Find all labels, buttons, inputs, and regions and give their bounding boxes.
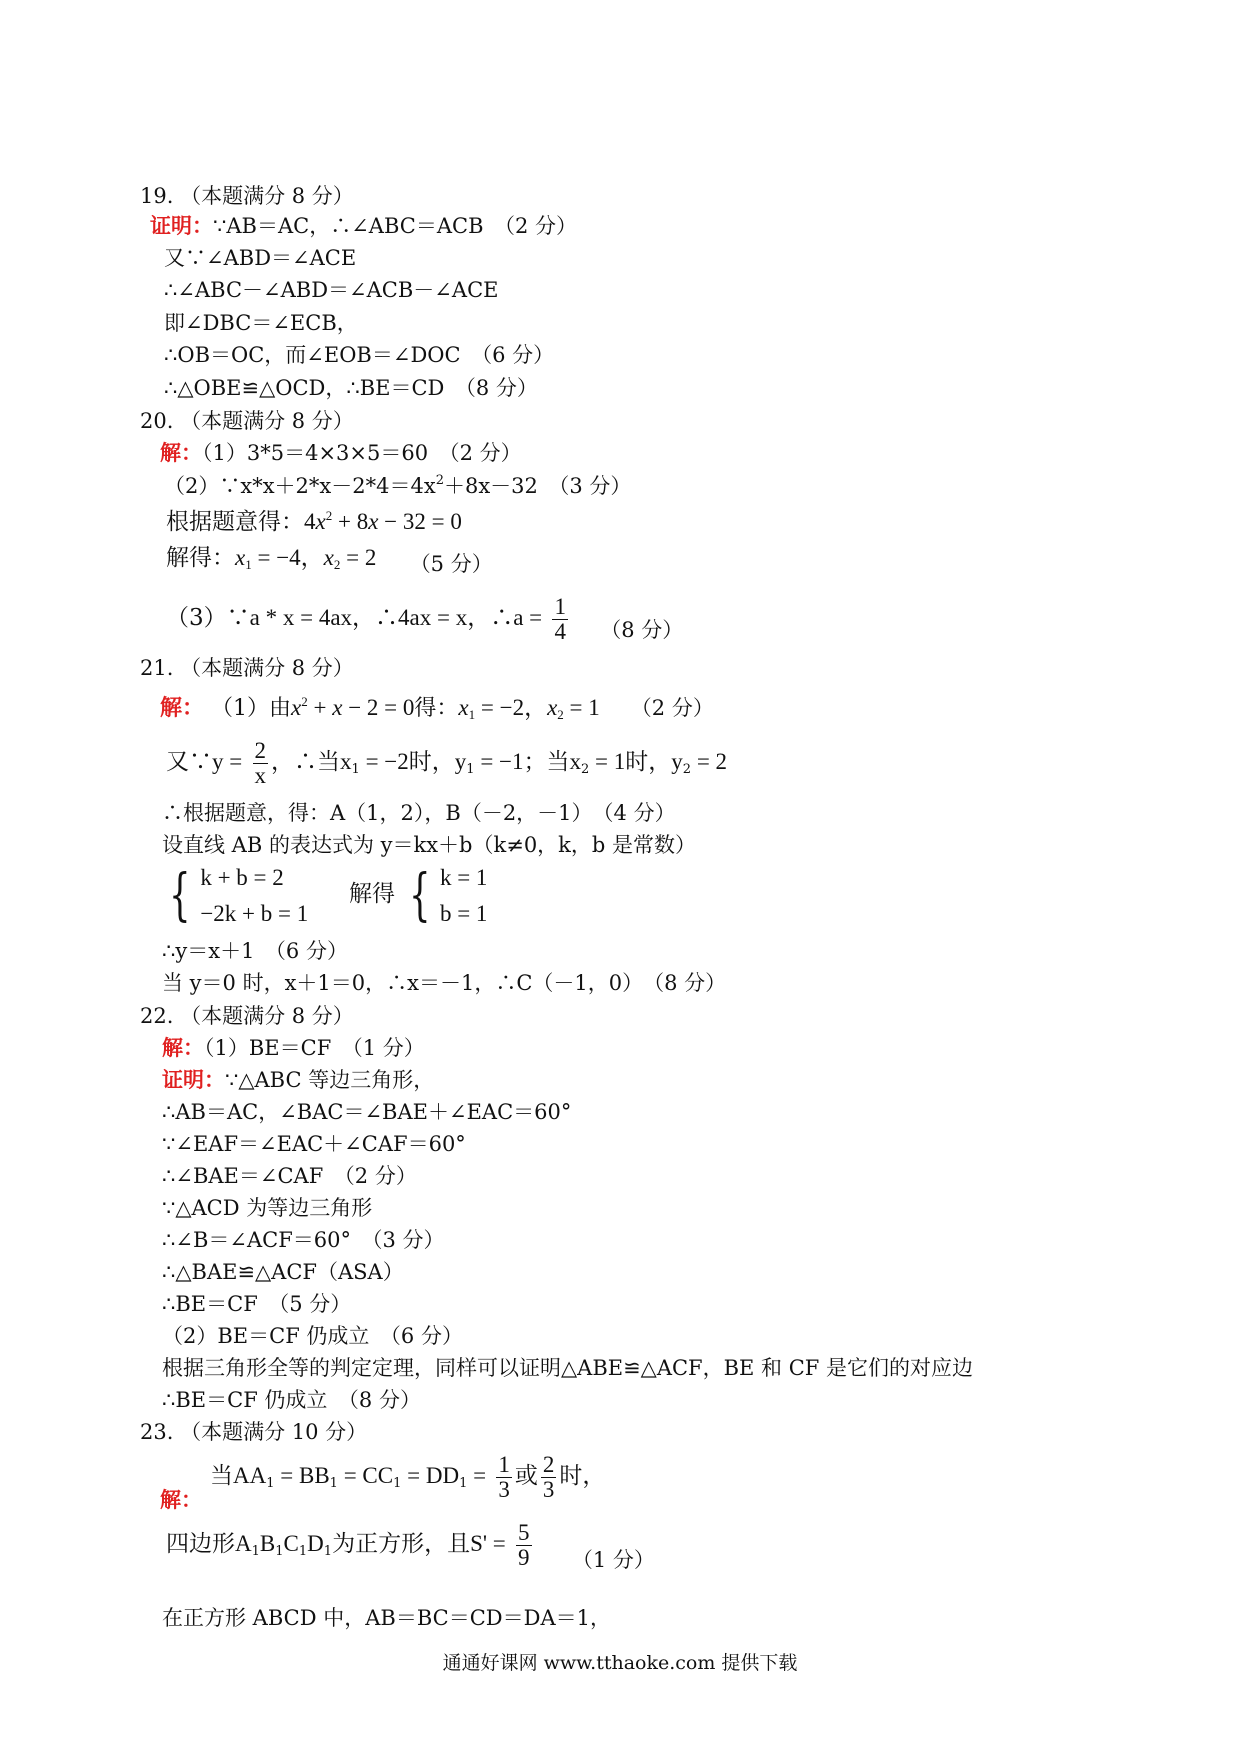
q22-line-11: 根据三角形全等的判定定理，同样可以证明△ABE≌△ACF，BE 和 CF 是它们的对应边 (162, 1356, 974, 1380)
fraction: $\frac{2}{3}$ (542, 1451, 555, 1502)
page-footer: 通通好课网 www.tthaoke.com 提供下载 (442, 1652, 798, 1674)
q22-line-5: ∴∠BAE＝∠CAF （2 分） (162, 1164, 417, 1188)
q21-line-6: ∴y＝x＋1 （6 分） (162, 939, 348, 963)
q20-line-2: $(2)\because x*x+2*x-2*4=4x^2+8x-32$ （3 分） (164, 473, 632, 498)
q23-line-1: 当$AA_1 = BB_1 = CC_1 = DD_1$ = $\frac{1}{3}$ 或 $\frac{2}{3}$ 时， (210, 1451, 606, 1502)
equation-system: k + b = 2 −2k + b = 1 (200, 864, 309, 926)
solution-system: k = 1 b = 1 (439, 864, 488, 926)
proof-label: 证明： (162, 1067, 225, 1092)
q20-line-1: 解：（1）3*5＝4×3×5＝60 （2 分） (160, 440, 522, 465)
solution-label: 解： (160, 1487, 202, 1512)
q23-line-2: 四边形$A_1B_1C_1D_1$为正方形，且S' = $\frac{5}{9}$ （1 分） (166, 1519, 655, 1572)
q21-line-7: 当 y＝0 时，x＋1＝0，∴x＝－1，∴C（－1，0） （8 分） (162, 971, 727, 995)
q23-header: 23. （本题满分 10 分） (140, 1420, 368, 1444)
q22-line-9: ∴BE＝CF （5 分） (162, 1292, 352, 1316)
solution-label: 解： (160, 440, 202, 465)
q22-line-1: 解：（1）BE＝CF （1 分） (162, 1035, 425, 1060)
q20-line-3: 根据题意得：$4x^2 + 8x - 32 = 0$ (166, 508, 462, 535)
q22-line-8: ∴△BAE≌△ACF（ASA） (162, 1260, 404, 1284)
q22-line-10: （2）BE＝CF 仍成立 （6 分） (162, 1324, 463, 1348)
q19-line-1: 证明：∵AB＝AC，∴∠ABC＝ACB （2 分） (150, 213, 578, 238)
q19-line-5: ∴OB＝OC，而∠EOB＝∠DOC （6 分） (164, 343, 555, 367)
q22-line-3: ∴AB＝AC，∠BAC＝∠BAE＋∠EAC＝60° (162, 1100, 572, 1124)
q19-line-4: 即∠DBC＝∠ECB， (164, 311, 358, 335)
q19-header: 19. （本题满分 8 分） (140, 184, 354, 208)
q21-system: { k + b = 2 −2k + b = 1 解得 { k = 1 b = 1 (162, 858, 487, 930)
solution-label: 解： (160, 695, 205, 721)
solution-label: 解： (162, 1035, 204, 1060)
fraction: $\frac{2}{x}$ (254, 737, 267, 788)
q21-line-1: 解： （1）由$x^2 + x - 2 = 0$得：$x_1 = -2$，$x_2 = 1$ （2 分） (160, 694, 714, 722)
roots: $x_1 = -2$，$x_2 = 1$ (458, 695, 600, 722)
q19-line-3: ∴∠ABC－∠ABD＝∠ACB－∠ACE (164, 278, 499, 302)
q19-line-2: 又∵∠ABD＝∠ACE (164, 246, 357, 270)
q22-line-2: 证明：∵△ABC 等边三角形， (162, 1067, 435, 1092)
q22-line-6: ∵△ACD 为等边三角形 (162, 1196, 373, 1220)
equation: $4x^2 + 8x - 32 = 0$ (304, 508, 462, 534)
roots: $x_1 = -4$，$x_2 = 2$ (235, 545, 377, 572)
fraction: $\frac{1}{3}$ (498, 1451, 510, 1502)
quadratic: $x^2 + x - 2 = 0$ (291, 694, 415, 720)
fraction: $\frac{1}{4}$ (554, 593, 566, 644)
q21-header: 21. （本题满分 8 分） (140, 656, 354, 680)
q20-line-4: 解得：$x_1 = -4$，$x_2 = 2$ （5 分） (166, 545, 493, 576)
q20-line-5: （3）∵a * x = 4ax，∴4ax = x，∴a = $\frac{1}{4}$ （8 分） (166, 593, 684, 644)
q23-line-3: 在正方形 ABCD 中，AB＝BC＝CD＝DA＝1， (162, 1606, 611, 1630)
q22-header: 22. （本题满分 8 分） (140, 1004, 354, 1028)
q22-line-4: ∵∠EAF＝∠EAC＋∠CAF＝60° (162, 1132, 466, 1156)
proof-label: 证明： (150, 213, 213, 238)
q19-line-6: ∴△OBE≌△OCD，∴BE＝CD （8 分） (164, 376, 538, 400)
q22-line-12: ∴BE＝CF 仍成立 （8 分） (162, 1388, 421, 1412)
q21-line-3: ∴根据题意，得：A（1，2），B（－2，－1） （4 分） (162, 801, 676, 825)
q22-line-7: ∴∠B＝∠ACF＝60° （3 分） (162, 1228, 445, 1252)
q21-line-2: 又∵y = $\frac{2}{x}$ ，∴当$x_1 = -2$时，$y_1 = -1$；当$x_2 = 1$时，$y_2 = 2$ (166, 737, 728, 788)
fraction: $\frac{5}{9}$ (518, 1519, 530, 1570)
q20-header: 20. （本题满分 8 分） (140, 409, 354, 433)
q21-line-4: 设直线 AB 的表达式为 y＝kx＋b（k≠0，k，b 是常数） (162, 833, 697, 857)
